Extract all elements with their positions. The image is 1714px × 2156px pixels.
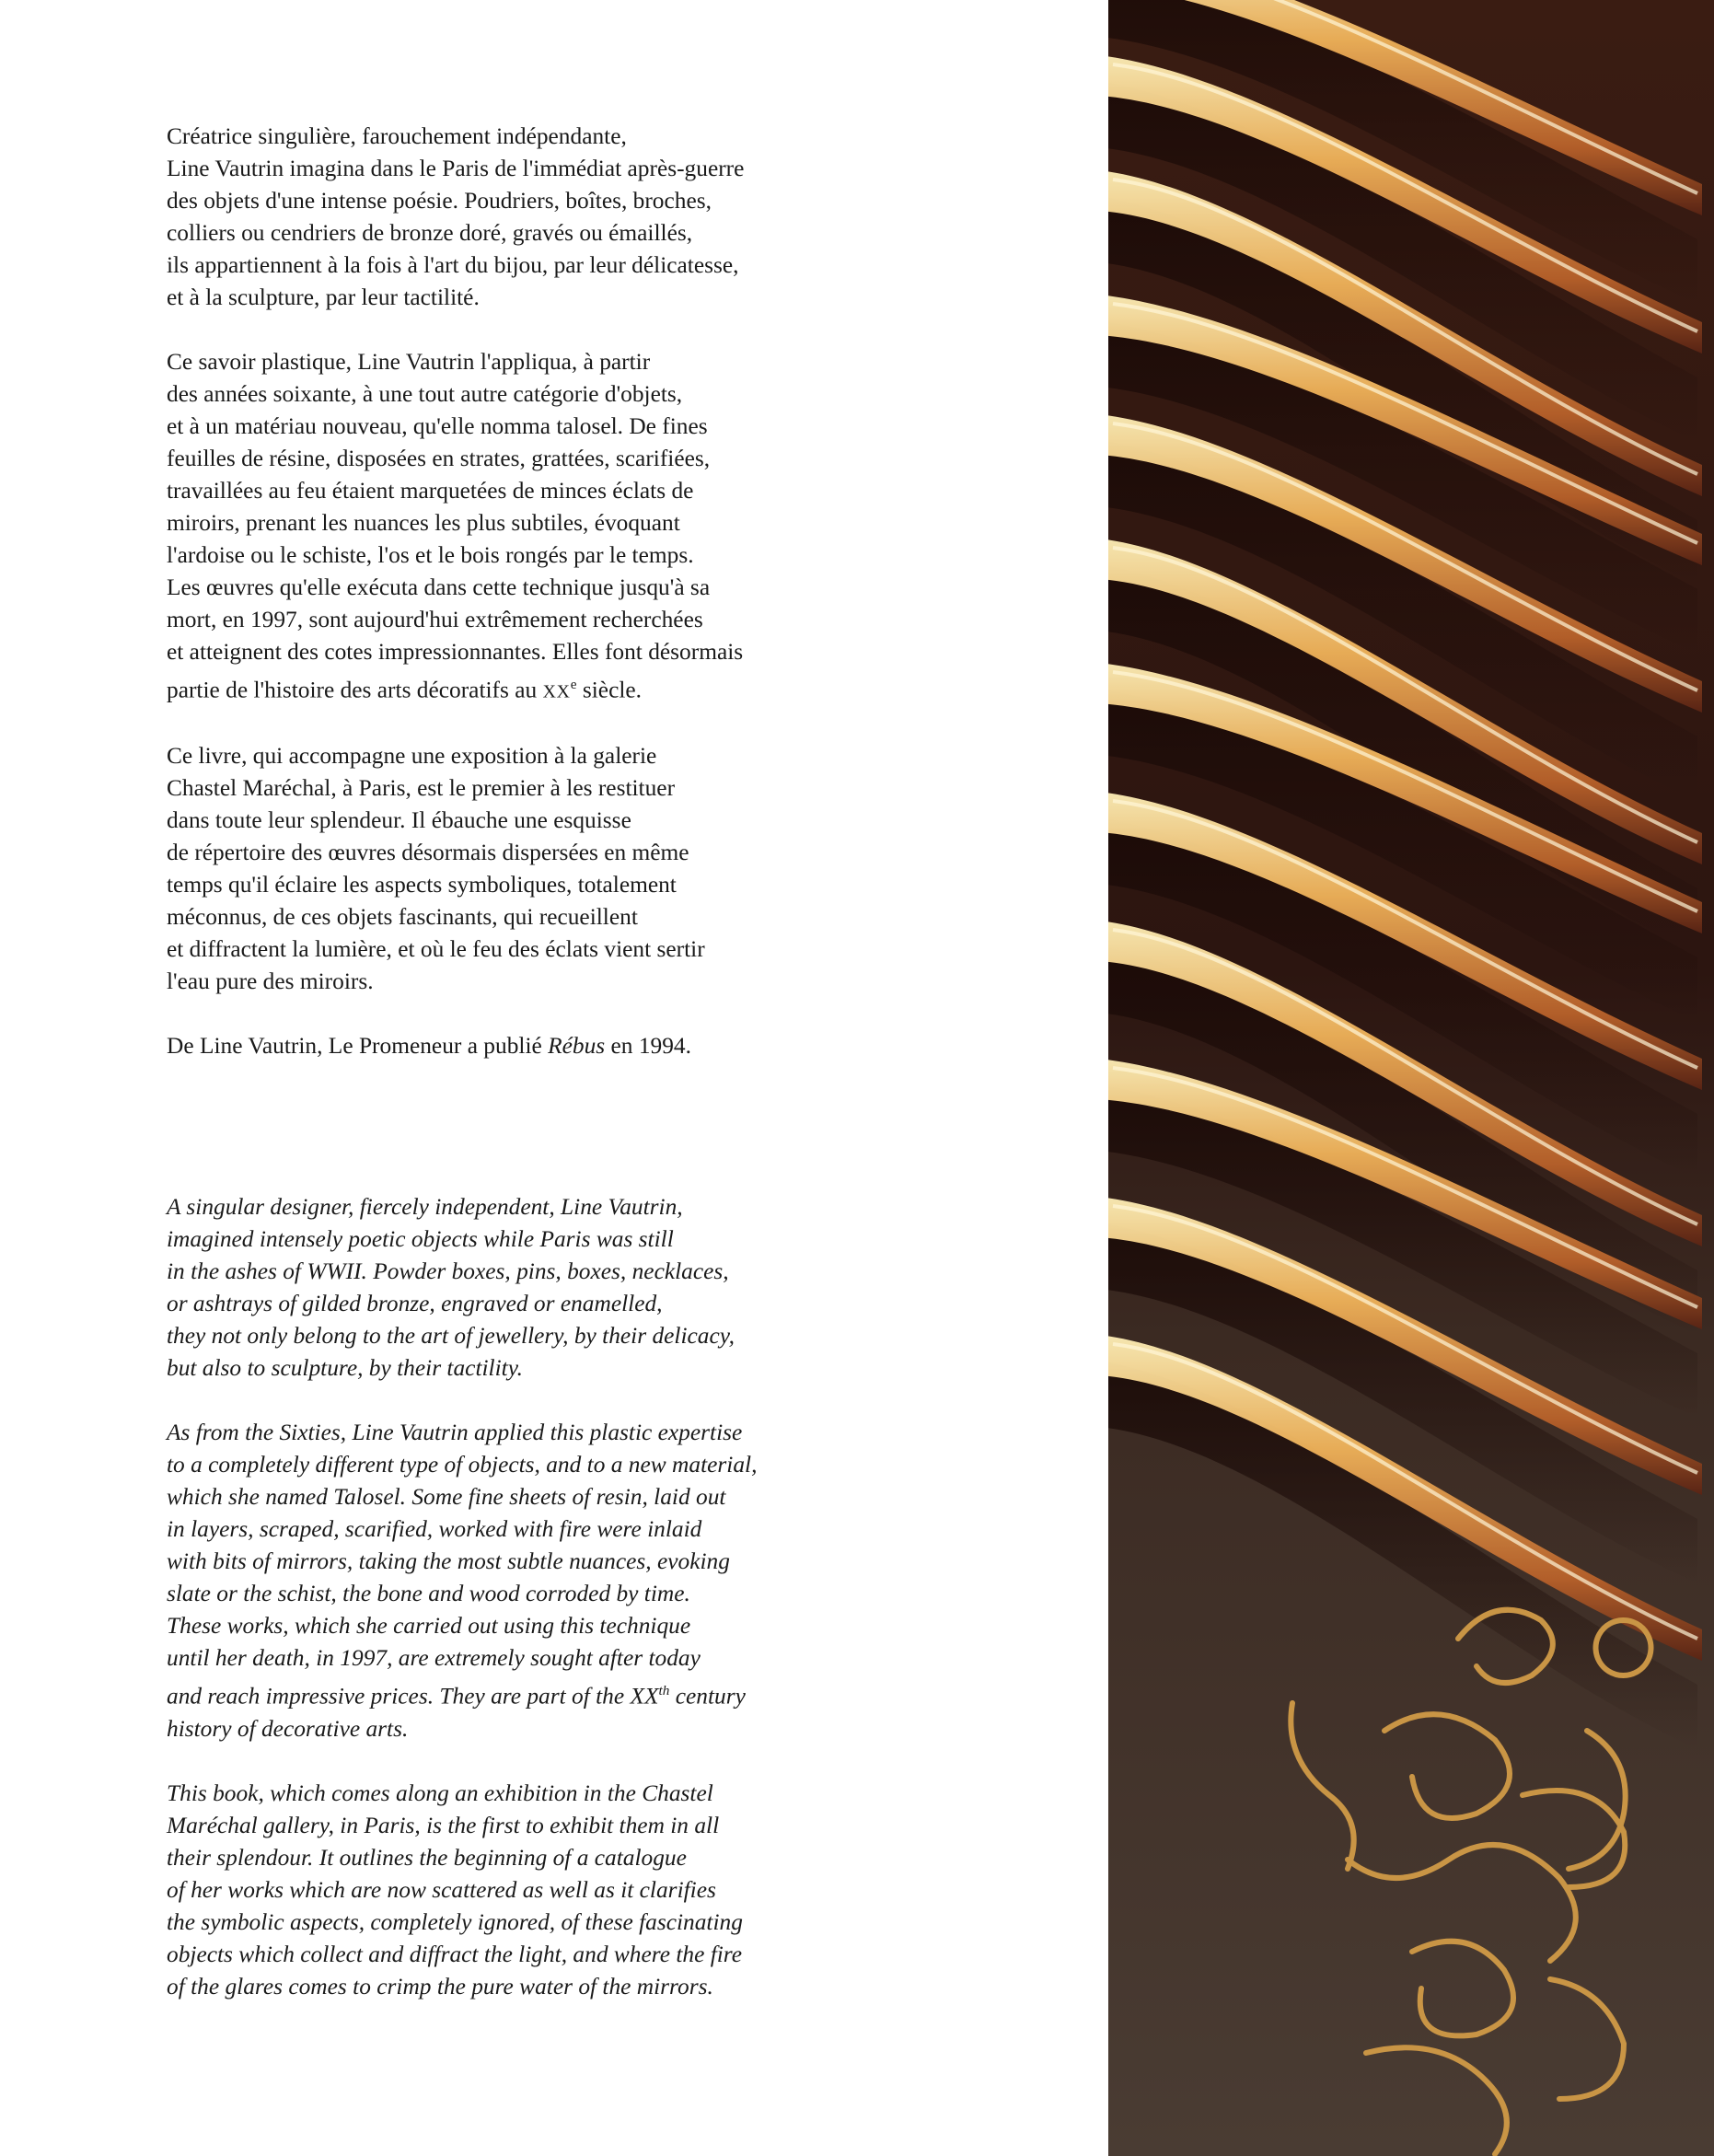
text-line: objects which collect and diffract the light, and where the fire [167, 1941, 743, 1967]
french-paragraph-2 [167, 346, 866, 708]
text-line: l'eau pure des miroirs. [167, 968, 374, 995]
text-line [167, 668, 866, 708]
text-column [167, 121, 866, 2035]
text-line: history of decorative arts. [167, 1715, 409, 1742]
text-line: their splendour. It outlines the beginning of a catalogue [167, 1844, 687, 1871]
text-line: which she named Talosel. Some fine sheets of resin, laid out [167, 1484, 726, 1511]
text-fragment: en 1994. [605, 1033, 691, 1060]
text-fragment: siècle. [576, 677, 643, 703]
text-line: Line Vautrin imagina dans le Paris de l'immédiat après-guerre [167, 156, 745, 181]
text-line: or ashtrays of gilded bronze, engraved or enamelled, [167, 1291, 663, 1317]
text-line: Ce livre, qui accompagne une exposition à la galerie [167, 743, 657, 770]
century-numeral: XX [542, 681, 571, 702]
text-line: Les œuvres qu'elle exécuta dans cette technique jusqu'à sa [167, 574, 711, 600]
century-superscript: th [658, 1683, 670, 1699]
english-text [167, 1191, 866, 2002]
text-line: This book, which comes along an exhibition in the Chastel [167, 1779, 713, 1806]
text-line: imagined intensely poetic objects while Paris was still [167, 1226, 674, 1253]
english-paragraph-2 [167, 1417, 866, 1745]
cover-photograph [1108, 0, 1714, 2156]
text-line: et à un matériau nouveau, qu'elle nomma talosel. De fines [167, 413, 708, 439]
text-line: they not only belong to the art of jewellery, by their delicacy, [167, 1323, 735, 1350]
text-line [167, 1030, 866, 1062]
french-paragraph-1 [167, 121, 866, 314]
text-line: but also to sculpture, by their tactility. [167, 1355, 523, 1382]
text-line: et à la sculpture, par leur tactilité. [167, 284, 480, 310]
talosel-texture-image [1108, 0, 1714, 2156]
text-fragment: partie de l'histoire des arts décoratifs au [167, 677, 543, 703]
text-line: in the ashes of WWII. Powder boxes, pins, boxes, necklaces, [167, 1258, 729, 1285]
century-numeral: XX [630, 1683, 659, 1710]
text-line: until her death, in 1997, are extremely sought after today [167, 1645, 701, 1672]
text-line: to a completely different type of objects, and to a new material, [167, 1452, 758, 1478]
text-line: in layers, scraped, scarified, worked with fire were inlaid [167, 1516, 702, 1543]
book-title: Rébus [548, 1033, 606, 1060]
french-text [167, 121, 866, 1062]
text-line: A singular designer, fiercely independent, Line Vautrin, [167, 1194, 683, 1221]
text-line: et atteignent des cotes impressionnantes. Elles font désormais [167, 639, 744, 665]
text-line: slate or the schist, the bone and wood corroded by time. [167, 1581, 690, 1607]
text-line: Ce savoir plastique, Line Vautrin l'appliqua, à partir [167, 349, 651, 375]
text-line: feuilles de résine, disposées en strates, grattées, scarifiées, [167, 446, 711, 471]
text-line: de répertoire des œuvres désormais dispersées en même [167, 840, 689, 866]
text-line: of her works which are now scattered as well as it clarifies [167, 1876, 716, 1903]
text-line: As from the Sixties, Line Vautrin applied this plastic expertise [167, 1420, 743, 1446]
text-line: des objets d'une intense poésie. Poudriers, boîtes, broches, [167, 188, 712, 214]
text-line: méconnus, de ces objets fascinants, qui recueillent [167, 904, 638, 931]
text-fragment: De Line Vautrin, Le Promeneur a publié [167, 1033, 549, 1060]
text-line: These works, which she carried out using this technique [167, 1613, 691, 1640]
text-line: colliers ou cendriers de bronze doré, gravés ou émaillés, [167, 220, 693, 246]
text-line: et diffractent la lumière, et où le feu des éclats vient sertir [167, 936, 705, 963]
text-line: Chastel Maréchal, à Paris, est le premier à les restituer [167, 775, 676, 802]
text-line: Maréchal gallery, in Paris, is the first to exhibit them in all [167, 1812, 720, 1838]
english-paragraph-1 [167, 1191, 866, 1385]
english-paragraph-3 [167, 1778, 866, 2003]
text-line: mort, en 1997, sont aujourd'hui extrêmement recherchées [167, 607, 703, 632]
text-line: l'ardoise ou le schiste, l'os et le bois rongés par le temps. [167, 542, 694, 568]
text-line: with bits of mirrors, taking the most subtle nuances, evoking [167, 1548, 730, 1575]
text-line: travaillées au feu étaient marquetées de minces éclats de [167, 478, 694, 504]
text-fragment: century [669, 1683, 746, 1710]
century-superscript: e [570, 677, 577, 692]
french-paragraph-3 [167, 740, 866, 998]
text-line: des années soixante, à une tout autre catégorie d'objets, [167, 381, 683, 407]
text-line [167, 1675, 866, 1712]
text-line: of the glares comes to crimp the pure water of the mirrors. [167, 1973, 713, 2000]
text-line: the symbolic aspects, completely ignored, of these fascinating [167, 1908, 743, 1935]
text-line: dans toute leur splendeur. Il ébauche une esquisse [167, 807, 631, 834]
text-line: temps qu'il éclaire les aspects symboliques, totalement [167, 872, 677, 898]
text-line: ils appartiennent à la fois à l'art du bijou, par leur délicatesse, [167, 252, 739, 278]
publisher-note [167, 1030, 866, 1062]
text-fragment: and reach impressive prices. They are part of the [167, 1683, 631, 1710]
text-line: Créatrice singulière, farouchement indépendante, [167, 123, 627, 149]
text-line: miroirs, prenant les nuances les plus subtiles, évoquant [167, 510, 680, 536]
